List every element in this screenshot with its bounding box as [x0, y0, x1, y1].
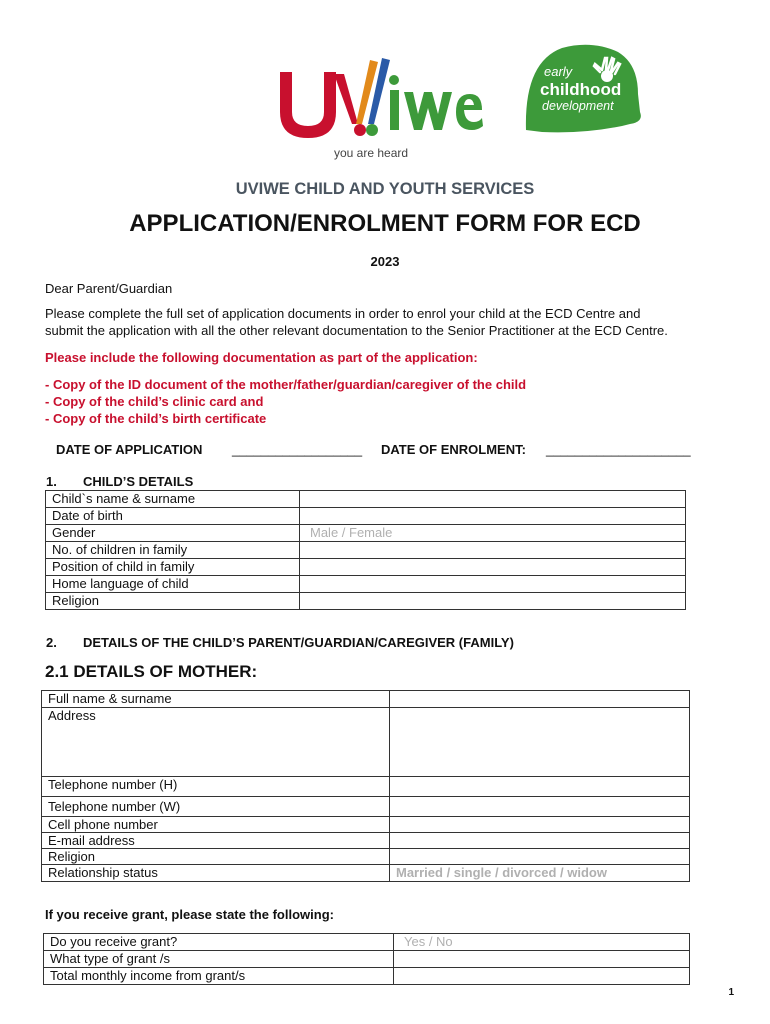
- intro-line-2: submit the application with all the other relevant documentation to the Senior Practitioner at the ECD Centre.: [45, 323, 668, 338]
- form-title: APPLICATION/ENROLMENT FORM FOR ECD: [129, 210, 641, 237]
- date-of-enrolment-field[interactable]: ____________________: [546, 442, 691, 457]
- table-row: [46, 576, 686, 593]
- date-of-enrolment-label: DATE OF ENROLMENT:: [381, 442, 526, 457]
- table-row: [42, 708, 690, 777]
- grant-income-field[interactable]: [394, 968, 690, 985]
- mother-email-field[interactable]: [390, 833, 690, 849]
- row-label: What type of grant /s: [44, 951, 394, 968]
- childs-details-table: [45, 490, 686, 610]
- table-row: [46, 491, 686, 508]
- intro-line-1: Please complete the full set of application documents in order to enrol your child at the ECD Centre and: [45, 306, 641, 321]
- table-row: [46, 559, 686, 576]
- table-row: [42, 817, 690, 833]
- mother-cell-field[interactable]: [390, 817, 690, 833]
- doc-item-birth-certificate: - Copy of the child’s birth certificate: [45, 411, 267, 426]
- mother-telephone-home-field[interactable]: [390, 777, 690, 797]
- home-language-field[interactable]: [300, 576, 686, 593]
- doc-item-clinic-card: - Copy of the child’s clinic card and: [45, 394, 264, 409]
- row-label: Address: [42, 708, 390, 777]
- row-label: Telephone number (H): [42, 777, 390, 797]
- page-number: 1: [728, 987, 734, 998]
- child-name-field[interactable]: [300, 491, 686, 508]
- documentation-list: [45, 376, 745, 427]
- mother-telephone-work-field[interactable]: [390, 797, 690, 817]
- row-label: Do you receive grant?: [44, 934, 394, 951]
- date-of-application-field[interactable]: __________________: [232, 442, 363, 457]
- intro-paragraph: [45, 305, 745, 339]
- section-2-number: 2.: [46, 635, 57, 650]
- grant-heading: If you receive grant, please state the following:: [45, 907, 334, 922]
- ecd-logo-line2: childhood: [540, 80, 622, 99]
- date-of-application-label: DATE OF APPLICATION: [56, 442, 203, 457]
- row-label: Gender: [46, 525, 300, 542]
- section-2-title: DETAILS OF THE CHILD’S PARENT/GUARDIAN/CAREGIVER (FAMILY): [83, 635, 514, 650]
- gender-field[interactable]: Male / Female: [300, 525, 686, 542]
- date-of-birth-field[interactable]: [300, 508, 686, 525]
- row-label: Religion: [46, 593, 300, 610]
- children-in-family-field[interactable]: [300, 542, 686, 559]
- table-row: [46, 593, 686, 610]
- table-row: [42, 777, 690, 797]
- ecd-logo-line3: development: [542, 99, 614, 113]
- row-label: Child`s name & surname: [46, 491, 300, 508]
- table-row: [44, 968, 690, 985]
- table-row: [44, 934, 690, 951]
- uviwe-tagline: you are heard: [334, 146, 409, 160]
- greeting: Dear Parent/Guardian: [45, 281, 173, 296]
- grant-table: [43, 933, 690, 985]
- row-label: Total monthly income from grant/s: [44, 968, 394, 985]
- row-label: Relationship status: [42, 865, 390, 882]
- include-heading: Please include the following documentation as part of the application:: [45, 350, 478, 365]
- table-row: [42, 849, 690, 865]
- position-in-family-field[interactable]: [300, 559, 686, 576]
- doc-item-id: - Copy of the ID document of the mother/father/guardian/caregiver of the child: [45, 377, 527, 392]
- table-row: [42, 833, 690, 849]
- table-row: [44, 951, 690, 968]
- mother-address-field[interactable]: [390, 708, 690, 777]
- row-label: Cell phone number: [42, 817, 390, 833]
- row-label: Date of birth: [46, 508, 300, 525]
- row-label: Telephone number (W): [42, 797, 390, 817]
- mother-religion-field[interactable]: [390, 849, 690, 865]
- row-label: No. of children in family: [46, 542, 300, 559]
- uviwe-logo: [272, 50, 484, 162]
- organization-name: UVIWE CHILD AND YOUTH SERVICES: [235, 180, 535, 198]
- mother-name-field[interactable]: [390, 691, 690, 708]
- receive-grant-field[interactable]: Yes / No: [394, 934, 690, 951]
- child-religion-field[interactable]: [300, 593, 686, 610]
- ecd-logo-line1: early: [544, 64, 573, 79]
- row-label: Position of child in family: [46, 559, 300, 576]
- row-label: Religion: [42, 849, 390, 865]
- table-row: [46, 525, 686, 542]
- row-label: Home language of child: [46, 576, 300, 593]
- section-2-1-title: 2.1 DETAILS OF MOTHER:: [45, 662, 258, 681]
- mother-details-table: [41, 690, 690, 882]
- table-row: [46, 508, 686, 525]
- row-label: Full name & surname: [42, 691, 390, 708]
- table-row: [42, 797, 690, 817]
- relationship-status-field[interactable]: Married / single / divorced / widow: [390, 865, 690, 882]
- section-1-number: 1.: [46, 474, 57, 489]
- table-row: [46, 542, 686, 559]
- section-1-title: CHILD’S DETAILS: [83, 474, 194, 489]
- table-row: [42, 865, 690, 882]
- table-row: [42, 691, 690, 708]
- ecd-logo: [522, 42, 644, 134]
- form-year: 2023: [370, 254, 400, 269]
- row-label: E-mail address: [42, 833, 390, 849]
- grant-type-field[interactable]: [394, 951, 690, 968]
